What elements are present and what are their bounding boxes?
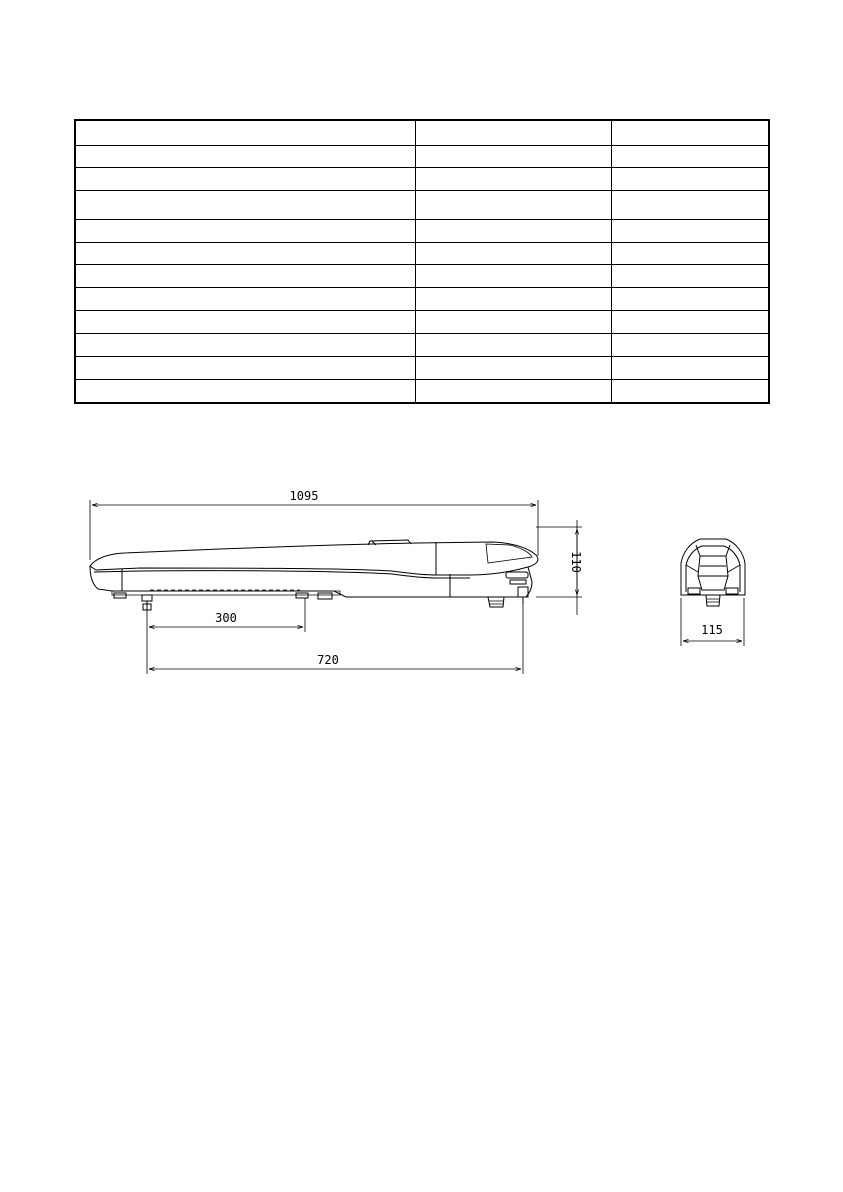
- table-cell: [75, 220, 415, 243]
- table-cell: [75, 380, 415, 404]
- table-row: [75, 380, 769, 404]
- table-row: [75, 311, 769, 334]
- table-row: [75, 191, 769, 220]
- technical-drawing: [0, 480, 843, 680]
- spec-table-body: [75, 120, 769, 403]
- side-view-operator: [90, 540, 538, 610]
- table-cell: [415, 146, 611, 168]
- table-cell: [75, 146, 415, 168]
- table-cell: [415, 120, 611, 146]
- table-cell: [415, 168, 611, 191]
- dim-anchor-spacing: 720: [317, 653, 339, 667]
- table-cell: [611, 288, 769, 311]
- table-cell: [415, 243, 611, 265]
- table-cell: [75, 357, 415, 380]
- table-cell: [415, 311, 611, 334]
- table-row: [75, 168, 769, 191]
- table-cell: [75, 265, 415, 288]
- table-cell: [611, 357, 769, 380]
- table-cell: [415, 220, 611, 243]
- end-view-operator: [681, 539, 745, 606]
- table-row: [75, 146, 769, 168]
- table-cell: [611, 243, 769, 265]
- table-cell: [611, 311, 769, 334]
- table-row: [75, 334, 769, 357]
- table-cell: [415, 265, 611, 288]
- table-cell: [75, 311, 415, 334]
- table-row: [75, 120, 769, 146]
- table-cell: [415, 334, 611, 357]
- table-cell: [611, 120, 769, 146]
- table-cell: [415, 380, 611, 404]
- table-cell: [75, 243, 415, 265]
- dimension-lines: [90, 500, 582, 674]
- table-row: [75, 220, 769, 243]
- table-cell: [611, 220, 769, 243]
- table-cell: [415, 288, 611, 311]
- table-row: [75, 265, 769, 288]
- specification-table: [74, 119, 770, 404]
- table-cell: [611, 334, 769, 357]
- dim-width: 115: [701, 623, 723, 637]
- table-cell: [415, 191, 611, 220]
- table-row: [75, 243, 769, 265]
- table-cell: [75, 168, 415, 191]
- width-dimension: [681, 598, 744, 646]
- table-cell: [611, 191, 769, 220]
- table-cell: [611, 146, 769, 168]
- dim-overall-length: 1095: [289, 489, 319, 503]
- table-cell: [75, 334, 415, 357]
- table-row: [75, 357, 769, 380]
- table-cell: [611, 265, 769, 288]
- table-cell: [415, 357, 611, 380]
- table-cell: [75, 191, 415, 220]
- dim-height: 110: [569, 551, 583, 573]
- table-cell: [75, 288, 415, 311]
- table-cell: [611, 168, 769, 191]
- table-cell: [611, 380, 769, 404]
- table-cell: [75, 120, 415, 146]
- dim-mount-spacing: 300: [215, 611, 237, 625]
- table-row: [75, 288, 769, 311]
